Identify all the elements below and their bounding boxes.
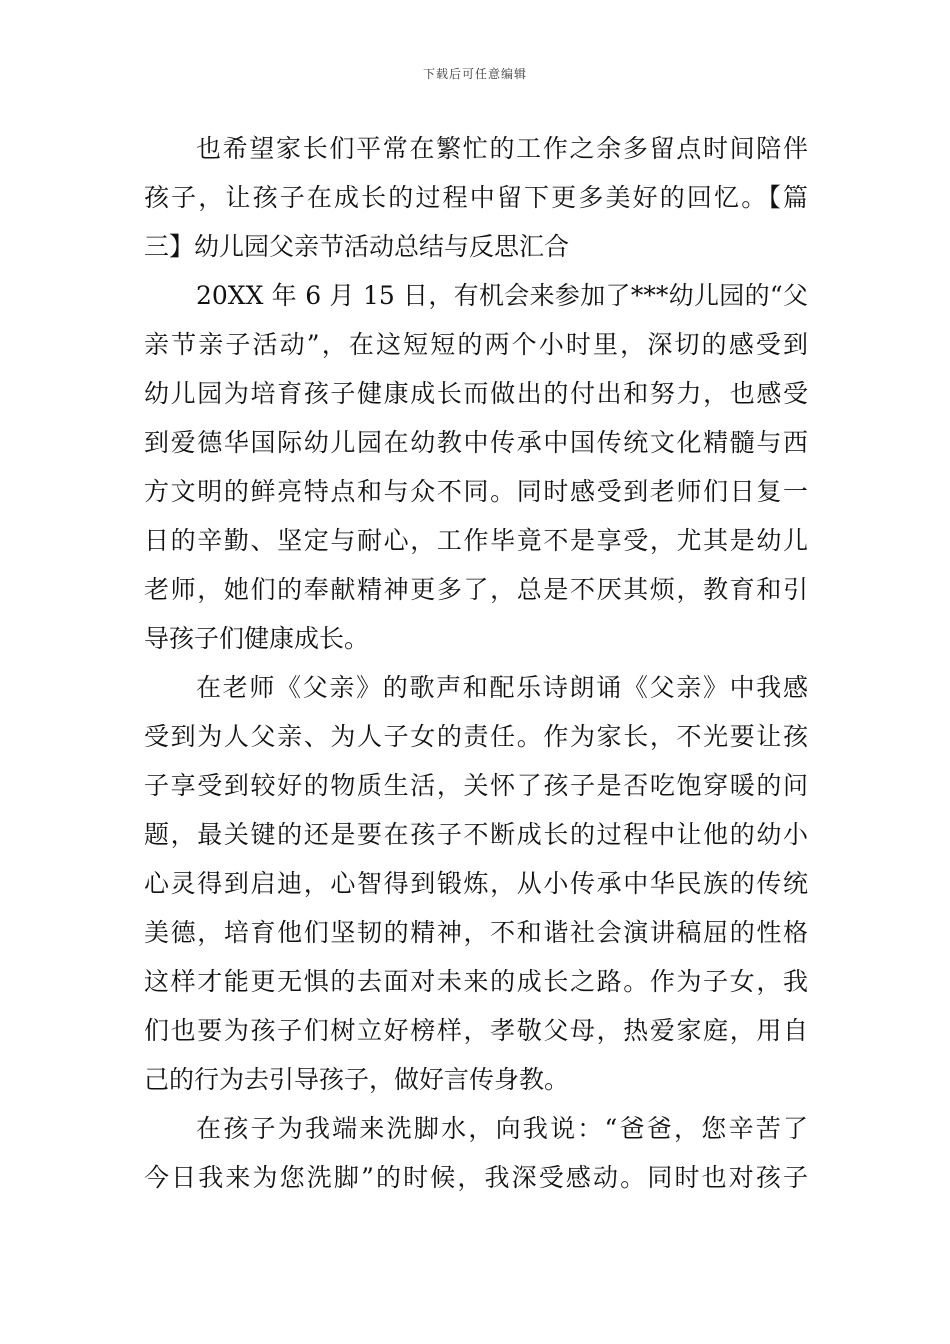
text-line: 20XX 年 6 月 15 日，有机会来参加了***幼儿园的“父 xyxy=(196,281,808,310)
text-line: 受到为人父亲、为人子女的责任。作为家长，不光要让孩 xyxy=(144,722,808,751)
text-line: 亲节亲子活动”，在这短短的两个小时里，深切的感受到 xyxy=(144,330,808,359)
page-header-note: 下载后可任意编辑 xyxy=(422,67,527,81)
text-line: 今日我来为您洗脚”的时候，我深受感动。同时也对孩子 xyxy=(144,1163,808,1192)
text-line: 老师，她们的奉献精神更多了，总是不厌其烦，教育和引 xyxy=(144,575,808,604)
text-line: 方文明的鲜亮特点和与众不同。同时感受到老师们日复一 xyxy=(144,477,808,506)
text-line: 美德，培育他们坚韧的精神，不和谐社会演讲稿屈的性格 xyxy=(144,918,808,947)
text-line: 这样才能更无惧的去面对未来的成长之路。作为子女，我 xyxy=(144,967,808,996)
text-line: 在孩子为我端来洗脚水，向我说：“爸爸，您辛苦了 xyxy=(196,1114,808,1143)
text-line: 日的辛勤、坚定与耐心，工作毕竟不是享受，尤其是幼儿 xyxy=(144,526,808,555)
text-line: 三】幼儿园父亲节活动总结与反思汇合 xyxy=(144,232,570,261)
text-line: 们也要为孩子们树立好榜样，孝敬父母，热爱家庭，用自 xyxy=(144,1016,808,1045)
text-line: 也希望家长们平常在繁忙的工作之余多留点时间陪伴 xyxy=(196,134,808,163)
text-line: 幼儿园为培育孩子健康成长而做出的付出和努力，也感受 xyxy=(144,379,808,408)
text-line: 在老师《父亲》的歌声和配乐诗朗诵《父亲》中我感 xyxy=(196,673,808,702)
document-body xyxy=(144,124,808,1202)
text-line: 心灵得到启迪，心智得到锻炼，从小传承中华民族的传统 xyxy=(144,869,808,898)
text-line: 己的行为去引导孩子，做好言传身教。 xyxy=(144,1065,570,1094)
text-line: 孩子，让孩子在成长的过程中留下更多美好的回忆。【篇 xyxy=(144,183,808,212)
text-line: 题，最关键的还是要在孩子不断成长的过程中让他的幼小 xyxy=(144,820,808,849)
text-line: 导孩子们健康成长。 xyxy=(144,624,370,653)
text-line: 子享受到较好的物质生活，关怀了孩子是否吃饱穿暖的问 xyxy=(144,771,808,800)
text-line: 到爱德华国际幼儿园在幼教中传承中国传统文化精髓与西 xyxy=(144,428,808,457)
